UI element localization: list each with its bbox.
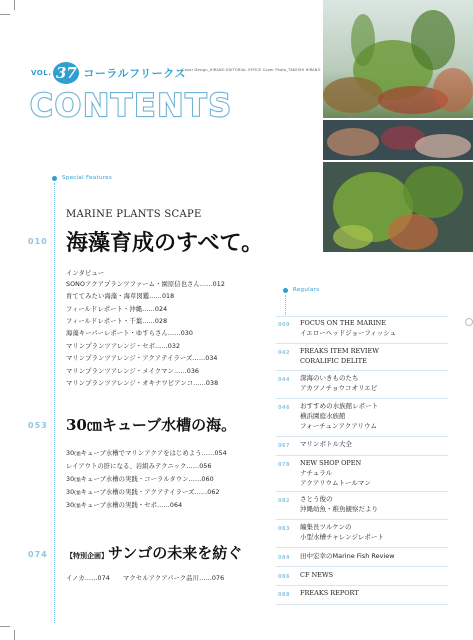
regular-page-number: 046 <box>278 405 290 411</box>
register-mark <box>465 318 473 326</box>
feature-item: 30㎝キューブ水槽の実践・セボ……064 <box>66 502 183 509</box>
feature-item: 育ててみたい海藻・海草図鑑……018 <box>66 293 175 300</box>
vol-label: VOL. <box>31 69 52 77</box>
feature-item: マリンプランツアレンジ・セボ……032 <box>66 343 181 350</box>
feature-item: マリンプランツアレンジ・アクアテイラーズ……034 <box>66 355 218 362</box>
regular-page-number: 042 <box>278 350 290 356</box>
regular-item <box>300 522 384 542</box>
regular-item-line: NEW SHOP OPEN <box>300 459 362 467</box>
feature-title-text: サンゴの未来を紡ぐ <box>108 544 243 562</box>
regular-item-line: 小型水槽チャレンジレポート <box>300 533 384 541</box>
volume-header <box>31 62 186 84</box>
regular-item-line: 編集長ツルケンの <box>300 523 352 531</box>
feature-item: マリンプランツアレンジ・オキナワビアンコ……038 <box>66 380 219 387</box>
feature-item: イノカ……074 <box>66 575 110 582</box>
regular-item <box>300 570 333 580</box>
regular-item <box>300 588 359 598</box>
feature-tag: 【特別企画】 <box>66 551 108 560</box>
regular-item <box>300 494 378 514</box>
feature-page-number: 010 <box>28 237 48 246</box>
feature-subtitle: MARINE PLANTS SCAPE <box>66 209 202 220</box>
feature-item: マリンプランツアレンジ・メイクマン……036 <box>66 368 200 375</box>
regulars-divider <box>276 585 448 586</box>
regular-page-number: 044 <box>278 377 290 383</box>
crop-mark <box>0 14 10 15</box>
regular-item <box>300 551 395 561</box>
regular-item-line: フォーチュンアクアリウム <box>300 422 377 430</box>
regular-item-line: おすすめの水族館レポート <box>300 402 379 410</box>
regular-page-number: 084 <box>278 555 290 561</box>
regulars-timeline <box>285 295 286 315</box>
regular-item-line: FREAKS REPORT <box>300 589 359 597</box>
regular-item <box>300 373 377 393</box>
feature-item: 30㎝キューブ水槽の実践・コーラルタウン……060 <box>66 476 214 483</box>
feature-page-number: 074 <box>28 550 48 559</box>
feature-item: 海藻キーパーレポート・ゆすらさん……030 <box>66 330 194 337</box>
feature-item: フィールドレポート・千葉……028 <box>66 318 168 325</box>
vol-number-badge: 37 <box>53 62 79 84</box>
regulars-divider <box>276 566 448 567</box>
feature-title <box>66 542 242 563</box>
feature-item: SONOアクアプランツファーム・園原信也さん……012 <box>66 281 225 288</box>
crop-mark <box>14 0 15 10</box>
contents-title: CONTENTS <box>30 88 233 124</box>
regular-item-line: 深海のいきものたち <box>300 374 359 382</box>
regular-item <box>300 458 371 488</box>
feature-item: フィールドレポート・沖縄……024 <box>66 306 168 313</box>
regular-item-line: ナチュラル <box>300 469 333 477</box>
regulars-label: Regulars <box>283 287 319 293</box>
regulars-divider <box>276 343 448 344</box>
regular-item <box>300 439 352 449</box>
regular-item-line: CF NEWS <box>300 571 334 579</box>
regular-item-line: 沖縄幼魚・稚魚観察だより <box>300 505 378 513</box>
crop-mark <box>0 626 10 627</box>
regular-page-number: 078 <box>278 462 290 468</box>
regulars-divider <box>276 436 448 437</box>
regular-item-line: FOCUS ON THE MARINE <box>300 319 386 327</box>
feature-item: インタビュー <box>66 270 105 277</box>
regular-page-number: 009 <box>278 322 290 328</box>
regular-page-number: 067 <box>278 443 290 449</box>
bullet-dot-icon <box>283 288 288 293</box>
regular-item-line: FREAKS ITEM REVIEW <box>300 347 379 355</box>
regulars-divider <box>276 491 448 492</box>
regular-item-line: 横浜園庭水族館 <box>300 412 346 420</box>
regular-item <box>300 401 378 431</box>
regular-item-line: マリンボトル大全 <box>300 440 352 448</box>
regulars-divider <box>276 604 448 605</box>
regular-item <box>300 346 379 366</box>
regulars-divider <box>276 370 448 371</box>
regulars-divider <box>276 316 448 317</box>
regular-item-line: CORALIFIC DELITE <box>300 357 367 365</box>
regular-page-number: 088 <box>278 592 290 598</box>
regular-item-line: 田中宏幸のMarine Fish Review <box>300 552 395 560</box>
bullet-dot-icon <box>52 176 57 181</box>
feature-item: 30㎝キューブ水槽の実践・アクアテイラーズ……062 <box>66 489 220 496</box>
regular-item <box>300 318 396 338</box>
regular-item-line: さとう俊の <box>300 495 333 503</box>
features-timeline <box>54 183 55 623</box>
feature-title: 海藻育成のすべて。 <box>66 230 264 256</box>
feature-page-number: 053 <box>28 421 48 430</box>
regulars-divider <box>276 455 448 456</box>
feature-item: レイアウトの肝になる、岩組みテクニック……056 <box>66 463 212 470</box>
cover-photo-bottom <box>323 162 473 252</box>
cover-credits: Cover Design_HIRANO EDITORIAL OFFICE Cover Photo_TAKESHI HIRANO <box>182 68 321 72</box>
regulars-divider <box>276 547 448 548</box>
cover-photo-middle <box>323 120 473 160</box>
magazine-title: コーラルフリークス <box>83 67 186 80</box>
crop-mark <box>14 630 15 640</box>
special-features-label: Special Features <box>52 175 112 181</box>
regular-page-number: 086 <box>278 574 290 580</box>
regular-page-number: 083 <box>278 526 290 532</box>
regular-item-line: アカツノチョウコオリエビ <box>300 384 378 392</box>
regular-item-line: イエローヘッドジョーフィッシュ <box>300 329 397 337</box>
regular-page-number: 082 <box>278 498 290 504</box>
regular-item-line: アクアリウムトールマン <box>300 479 371 487</box>
regulars-divider <box>276 398 448 399</box>
feature-item: 30㎝キューブ水槽でマリンアクアをはじめよう……054 <box>66 450 227 457</box>
feature-title: 30㎝キューブ水槽の海。 <box>66 416 237 434</box>
feature-item: マクセルアクアパーク品川……076 <box>123 575 225 582</box>
cover-photo-top <box>323 0 473 118</box>
regulars-divider <box>276 519 448 520</box>
